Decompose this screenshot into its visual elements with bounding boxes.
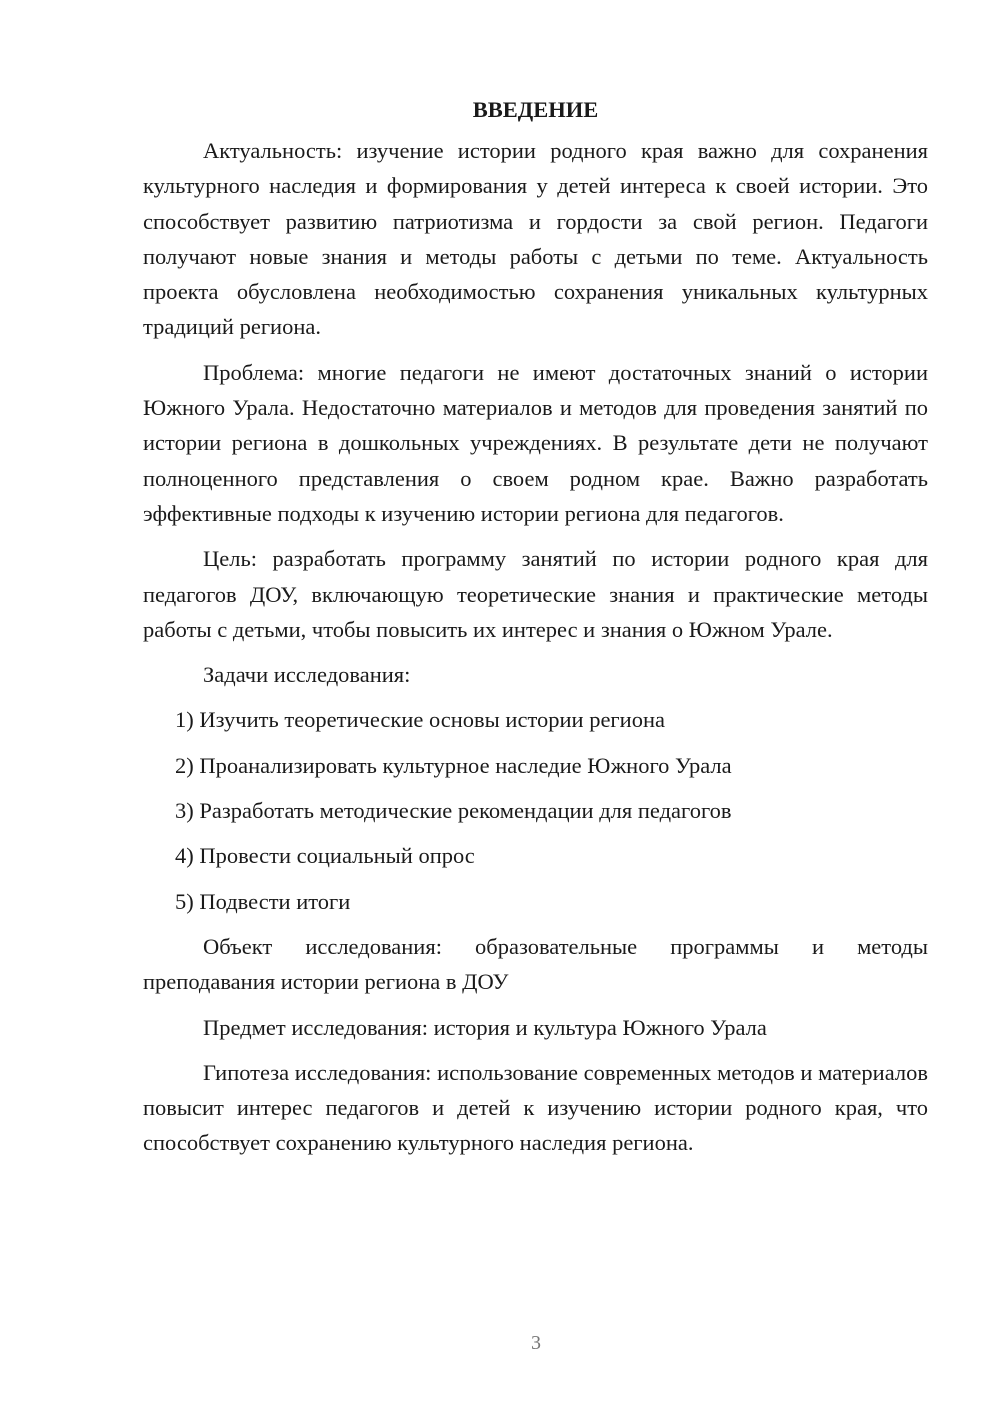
document-page xyxy=(143,92,928,1171)
page-title: ВВЕДЕНИЕ xyxy=(472,97,599,122)
tasks-heading: Задачи исследования: xyxy=(203,662,411,688)
list-item: 2) Проанализировать культурное наследие Южного Урала xyxy=(175,752,732,778)
list-item: 3) Разработать методические рекомендации для педагогов xyxy=(175,798,732,824)
problem-paragraph: Проблема: многие педагоги не имеют достаточных знаний о истории Южного Урала. Недостаточно материалов и методов для проведения занятий по истории региона в дошкольных учреждениях. В результате дети не получают полноценного представления о своем родном крае. Важно разработать эффективные подходы к изучению истории региона для педагогов. xyxy=(143,359,928,526)
relevance-paragraph: Актуальность: изучение истории родного края важно для сохранения культурного наследия и формирования у детей интереса к своей истории. Это способствует развитию патриотизма и гордости за свой регион. Педагоги получают новые знания и методы работы с детьми по теме. Актуальность проекта обусловлена необходимостью сохранения уникальных культурных традиций региона. xyxy=(143,138,928,340)
list-item: 5) Подвести итоги xyxy=(175,888,351,914)
page-number: 3 xyxy=(531,1332,541,1354)
hypothesis-paragraph: Гипотеза исследования: использование современных методов и материалов повысит интерес педагогов и детей к изучению истории родного края, что способствует сохранению культурного наследия региона. xyxy=(143,1059,928,1156)
subject-paragraph: Предмет исследования: история и культура Южного Урала xyxy=(203,1014,767,1040)
goal-paragraph: Цель: разработать программу занятий по истории родного края для педагогов ДОУ, включающую теоретические знания и практические методы работы с детьми, чтобы повысить их интерес и знания о Южном Урале. xyxy=(143,546,928,642)
tasks-list xyxy=(143,702,928,918)
list-item: 4) Провести социальный опрос xyxy=(175,843,475,869)
list-item: 1) Изучить теоретические основы истории региона xyxy=(175,707,665,733)
object-paragraph: Объект исследования: образовательные программы и методы преподавания истории региона в ДОУ xyxy=(143,933,928,995)
